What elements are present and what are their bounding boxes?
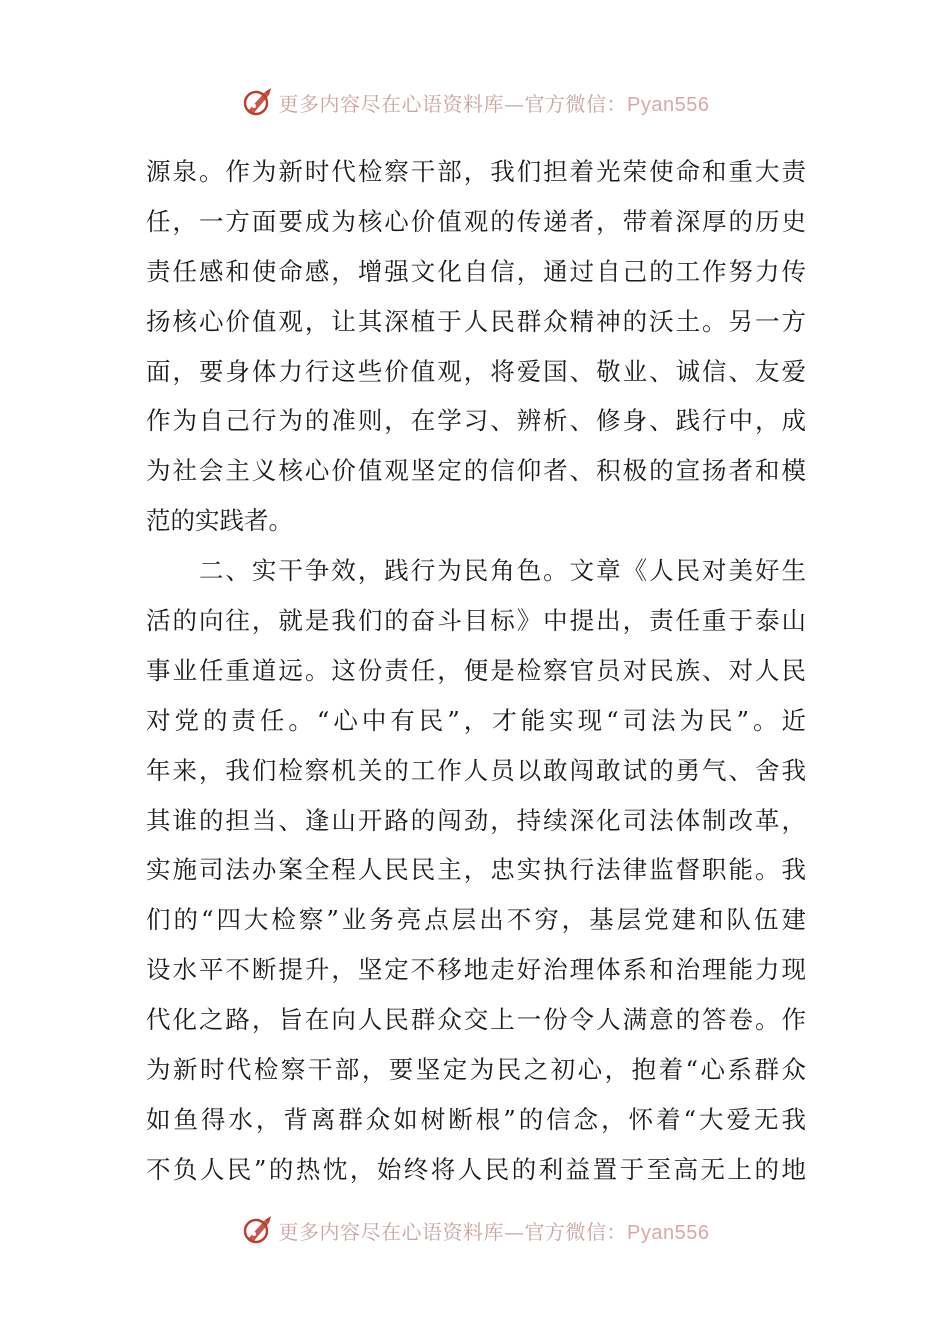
text-line: 其谁的担当、逢山开路的闯劲，持续深化司法体制改革，: [146, 805, 806, 835]
footer-wechat-id: Pyan556: [627, 1221, 710, 1244]
pen-nib-logo-icon: [241, 85, 275, 119]
text-line: 范的实践者。: [146, 506, 293, 536]
text-line: 事业任重道远。这份责任，便是检察官员对民族、对人民: [146, 655, 806, 685]
header-slogan-text: 更多内容尽在心语资料库: [278, 91, 505, 116]
header-slogan-dash: —: [504, 91, 525, 116]
pen-nib-logo-icon: [241, 1213, 275, 1247]
text-line: 为社会主义核心价值观坚定的信仰者、积极的宣扬者和模: [146, 456, 806, 486]
text-line: 如鱼得水，背离群众如树断根”的信念，怀着“大爱无我: [146, 1104, 806, 1134]
text-line: 面，要身体力行这些价值观，将爱国、敬业、诚信、友爱: [146, 356, 806, 386]
footer-slogan-dash: —: [504, 1219, 525, 1244]
text-line: 设水平不断提升，坚定不移地走好治理体系和治理能力现: [146, 955, 806, 985]
text-line: 二、实干争效，践行为民角色。文章《人民对美好生: [146, 556, 806, 586]
header-watermark-banner: [0, 82, 950, 122]
header-wechat-label: 官方微信：: [524, 91, 628, 116]
text-line: 实施司法办案全程人民民主，忠实执行法律监督职能。我: [146, 855, 806, 885]
text-line: 代化之路，旨在向人民群众交上一份令人满意的答卷。作: [146, 1005, 806, 1035]
text-line: 扬核心价值观，让其深植于人民群众精神的沃土。另一方: [146, 306, 806, 336]
text-line: 为新时代检察干部，要坚定为民之初心，抱着“心系群众: [146, 1055, 806, 1085]
footer-watermark-banner: [0, 1210, 950, 1250]
footer-slogan: [279, 1216, 710, 1245]
text-line: 活的向往，就是我们的奋斗目标》中提出，责任重于泰山: [146, 606, 806, 636]
text-line: 对党的责任。“心中有民”，才能实现“司法为民”。近: [146, 705, 806, 735]
footer-slogan-text: 更多内容尽在心语资料库: [278, 1219, 505, 1244]
header-wechat-id: Pyan556: [627, 93, 710, 116]
text-line: 年来，我们检察机关的工作人员以敢闯敢试的勇气、舍我: [146, 755, 806, 785]
header-slogan: [279, 88, 710, 117]
text-line: 源泉。作为新时代检察干部，我们担着光荣使命和重大责: [146, 157, 806, 186]
text-line: 作为自己行为的准则，在学习、辨析、修身、践行中，成: [146, 406, 806, 436]
text-line: 们的“四大检察”业务亮点层出不穷，基层党建和队伍建: [146, 905, 806, 935]
text-line: 责任感和使命感，增强文化自信，通过自己的工作努力传: [146, 256, 806, 286]
document-body: [146, 147, 806, 1195]
text-line: 任，一方面要成为核心价值观的传递者，带着深厚的历史: [146, 206, 806, 236]
footer-wechat-label: 官方微信：: [524, 1219, 628, 1244]
text-line: 不负人民”的热忱，始终将人民的利益置于至高无上的地: [146, 1154, 806, 1184]
